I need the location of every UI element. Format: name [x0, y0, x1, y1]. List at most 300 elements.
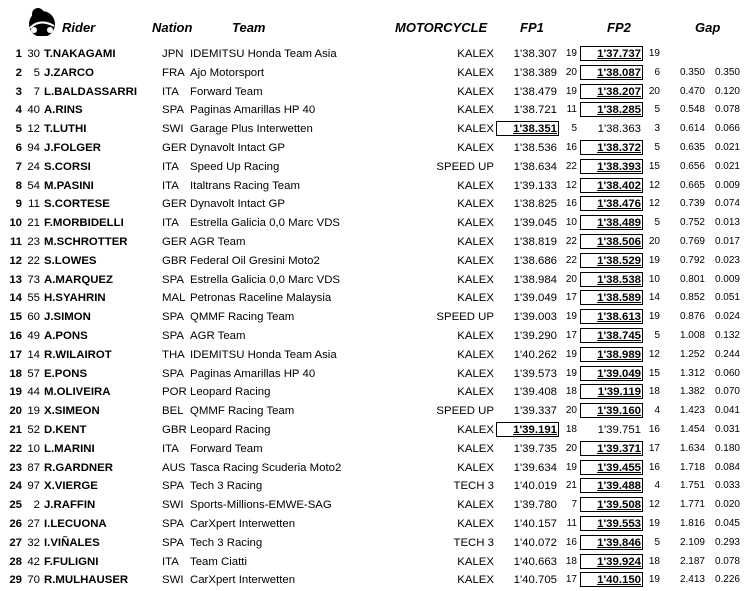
nation: SPA	[162, 536, 184, 549]
rider-number: 10	[27, 442, 40, 455]
fp2-time: 1'39.049	[597, 367, 641, 380]
fp1-time: 1'38.479	[513, 85, 557, 98]
gap-leader: 0.739	[679, 198, 705, 210]
rider-number: 21	[27, 217, 40, 230]
fp2-time: 1'38.393	[597, 160, 641, 173]
fp1-time: 1'38.389	[513, 66, 557, 79]
gap-leader: 0.614	[679, 123, 705, 135]
motorcycle: KALEX	[457, 574, 494, 587]
gap-leader: 0.635	[679, 141, 705, 153]
header-rider: Rider	[62, 20, 96, 35]
fp1-time: 1'40.157	[513, 517, 557, 530]
fp2-laps: 18	[648, 386, 660, 398]
gap-previous: 0.031	[714, 423, 740, 435]
motorcycle: KALEX	[457, 48, 494, 60]
motorcycle: KALEX	[457, 66, 494, 79]
gap-leader: 0.350	[679, 66, 705, 78]
fp1-laps: 18	[565, 386, 577, 398]
rider-number: 73	[27, 273, 40, 286]
motorcycle: KALEX	[457, 104, 494, 117]
gap-previous: 0.023	[714, 254, 740, 266]
team-name: Tech 3 Racing	[190, 480, 263, 493]
gap-leader: 1.423	[679, 405, 705, 417]
rider-name: X.SIMEON	[44, 405, 100, 418]
rider-name: D.KENT	[44, 423, 87, 436]
fp2-time: 1'39.488	[597, 480, 641, 493]
rider-name: T.NAKAGAMI	[44, 48, 116, 60]
nation: THA	[162, 348, 185, 361]
nation: GER	[162, 141, 187, 154]
fp2-time: 1'39.160	[597, 405, 641, 418]
motorcycle: KALEX	[457, 273, 494, 286]
nation: SPA	[162, 480, 184, 493]
motorcycle: KALEX	[457, 123, 494, 136]
gap-leader: 1.634	[679, 442, 705, 454]
rider-name: X.VIERGE	[44, 480, 98, 493]
team-name: Petronas Raceline Malaysia	[190, 292, 332, 305]
nation: FRA	[162, 66, 185, 79]
fp1-laps: 19	[565, 348, 577, 360]
gap-previous: 0.120	[714, 85, 740, 97]
gap-previous: 0.009	[714, 273, 740, 285]
nation: JPN	[162, 48, 184, 60]
team-name: AGR Team	[190, 329, 246, 342]
fp1-time: 1'40.705	[513, 574, 557, 587]
fp2-time: 1'38.538	[597, 273, 641, 286]
table-row	[0, 139, 745, 158]
gap-leader: 0.876	[679, 311, 705, 323]
gap-previous: 0.180	[714, 442, 740, 454]
rider-name: A.PONS	[44, 329, 88, 342]
nation: ITA	[162, 179, 179, 192]
team-name: Forward Team	[190, 85, 263, 98]
position: 6	[15, 141, 22, 154]
rider-name: H.SYAHRIN	[44, 292, 106, 305]
nation: AUS	[162, 461, 186, 474]
table-row	[0, 195, 745, 214]
fp2-time: 1'37.737	[597, 48, 641, 60]
results-table	[0, 45, 745, 590]
gap-previous: 0.066	[714, 123, 740, 135]
fp1-laps: 21	[565, 480, 577, 492]
header-motorcycle: MOTORCYCLE	[395, 20, 488, 35]
fp2-laps: 15	[648, 367, 660, 379]
rider-number: 49	[27, 329, 40, 342]
fp2-time: 1'38.506	[597, 235, 641, 248]
motorcycle: KALEX	[457, 423, 494, 436]
fp2-laps: 5	[654, 217, 660, 229]
position: 17	[9, 348, 22, 361]
rider-name: S.LOWES	[44, 254, 97, 267]
fp1-time: 1'39.003	[513, 311, 557, 324]
rider-number: 52	[27, 423, 40, 436]
gap-previous: 0.070	[714, 386, 740, 398]
gap-previous: 0.033	[714, 480, 740, 492]
rider-number: 19	[27, 405, 40, 418]
motorcycle: KALEX	[457, 179, 494, 192]
fp1-laps: 20	[565, 273, 577, 285]
motorcycle: KALEX	[457, 348, 494, 361]
fp2-time: 1'39.924	[597, 555, 641, 568]
rider-name: F.MORBIDELLI	[44, 217, 124, 230]
fp2-time: 1'38.087	[597, 66, 641, 79]
motorcycle: KALEX	[457, 254, 494, 267]
table-row	[0, 421, 745, 440]
rider-name: I.LECUONA	[44, 517, 107, 530]
position: 11	[9, 235, 22, 248]
fp1-laps: 16	[565, 536, 577, 548]
fp2-laps: 5	[654, 141, 660, 153]
rider-name: F.FULIGNI	[44, 555, 99, 568]
team-name: Forward Team	[190, 442, 263, 455]
position: 18	[9, 367, 22, 380]
fp1-time: 1'38.686	[513, 254, 557, 267]
motorcycle: KALEX	[457, 235, 494, 248]
nation: ITA	[162, 217, 179, 230]
gap-previous: 0.041	[714, 405, 740, 417]
position: 28	[9, 555, 22, 568]
team-name: Tasca Racing Scuderia Moto2	[190, 461, 342, 474]
fp2-laps: 5	[654, 329, 660, 341]
rider-number: 5	[33, 66, 40, 79]
table-row	[0, 158, 745, 177]
gap-leader: 1.252	[679, 348, 705, 360]
fp1-time: 1'38.721	[513, 104, 557, 117]
table-row	[0, 365, 745, 384]
table-row	[0, 252, 745, 271]
rider-name: L.MARINI	[44, 442, 95, 455]
fp2-laps: 16	[648, 423, 660, 435]
fp2-laps: 4	[654, 405, 660, 417]
gap-leader: 0.548	[679, 104, 705, 116]
fp2-laps: 17	[648, 442, 660, 454]
gap-previous: 0.021	[714, 141, 740, 153]
fp2-laps: 18	[648, 555, 660, 567]
rider-number: 2	[33, 499, 40, 512]
fp1-laps: 20	[565, 442, 577, 454]
fp2-laps: 15	[648, 160, 660, 172]
fp2-laps: 19	[648, 48, 660, 59]
motorcycle: KALEX	[457, 367, 494, 380]
gap-previous: 0.009	[714, 179, 740, 191]
gap-leader: 1.312	[679, 367, 705, 379]
motorcycle: TECH 3	[453, 480, 494, 493]
fp1-time: 1'39.191	[513, 423, 557, 436]
table-row	[0, 383, 745, 402]
fp1-laps: 17	[565, 574, 577, 586]
rider-name: M.SCHROTTER	[44, 235, 128, 248]
table-row	[0, 515, 745, 534]
rider-number: 22	[27, 254, 40, 267]
rider-number: 23	[27, 235, 40, 248]
motorcycle: KALEX	[457, 198, 494, 211]
nation: ITA	[162, 442, 179, 455]
table-row	[0, 64, 745, 83]
header-nation: Nation	[152, 20, 193, 35]
fp2-laps: 20	[648, 235, 660, 247]
gap-leader: 2.109	[679, 536, 705, 548]
gap-previous: 0.020	[714, 499, 740, 511]
team-name: Leopard Racing	[190, 423, 271, 436]
position: 24	[9, 480, 22, 493]
gap-leader: 0.752	[679, 217, 705, 229]
position: 16	[9, 329, 22, 342]
fp2-laps: 19	[648, 574, 660, 586]
team-name: Estrella Galicia 0,0 Marc VDS	[190, 273, 341, 286]
table-row	[0, 553, 745, 572]
fp1-time: 1'39.133	[513, 179, 557, 192]
fp2-time: 1'39.846	[597, 536, 641, 549]
team-name: Dynavolt Intact GP	[190, 141, 285, 154]
table-row	[0, 402, 745, 421]
rider-number: 70	[27, 574, 40, 587]
fp2-time: 1'38.589	[597, 292, 641, 305]
position: 7	[15, 160, 22, 173]
motorcycle: SPEED UP	[436, 160, 494, 173]
fp1-laps: 19	[565, 311, 577, 323]
table-row	[0, 271, 745, 290]
fp1-laps: 22	[565, 235, 577, 247]
gap-leader: 2.187	[679, 555, 705, 567]
team-name: QMMF Racing Team	[190, 405, 295, 418]
rider-number: 55	[27, 292, 40, 305]
motorcycle: KALEX	[457, 386, 494, 399]
rider-name: A.MARQUEZ	[44, 273, 113, 286]
fp1-time: 1'38.307	[513, 48, 557, 60]
position: 25	[9, 499, 22, 512]
rider-name: J.SIMON	[44, 311, 91, 324]
position: 9	[15, 198, 22, 211]
fp2-laps: 16	[648, 461, 660, 473]
fp2-laps: 19	[648, 254, 660, 266]
team-name: IDEMITSU Honda Team Asia	[190, 348, 337, 361]
fp1-laps: 20	[565, 66, 577, 78]
table-row	[0, 233, 745, 252]
gap-leader: 1.008	[679, 329, 705, 341]
rider-name: L.BALDASSARRI	[44, 85, 138, 98]
rider-name: J.ZARCO	[44, 66, 94, 79]
team-name: Garage Plus Interwetten	[190, 123, 313, 136]
team-name: CarXpert Interwetten	[190, 574, 296, 587]
fp2-time: 1'38.207	[597, 85, 641, 98]
position: 29	[9, 574, 22, 587]
fp1-time: 1'39.045	[513, 217, 557, 230]
table-row	[0, 496, 745, 515]
nation: POR	[162, 386, 187, 399]
gap-leader: 0.852	[679, 292, 705, 304]
position: 2	[15, 66, 22, 79]
position: 26	[9, 517, 22, 530]
gap-previous: 0.045	[714, 517, 740, 529]
rider-number: 30	[27, 48, 40, 60]
gap-previous: 0.051	[714, 292, 740, 304]
gap-leader: 1.382	[679, 386, 705, 398]
position: 12	[9, 254, 22, 267]
fp1-time: 1'39.337	[513, 405, 557, 418]
fp2-laps: 19	[648, 517, 660, 529]
rider-number: 60	[27, 311, 40, 324]
rider-number: 14	[27, 348, 40, 361]
motorcycle: KALEX	[457, 461, 494, 474]
fp1-time: 1'39.780	[513, 499, 557, 512]
position: 20	[9, 405, 22, 418]
gap-previous: 0.132	[714, 329, 740, 341]
fp1-laps: 22	[565, 254, 577, 266]
fp1-laps: 20	[565, 405, 577, 417]
fp1-time: 1'40.262	[513, 348, 557, 361]
nation: MAL	[162, 292, 186, 305]
fp1-laps: 19	[565, 48, 577, 59]
gap-previous: 0.021	[714, 160, 740, 172]
fp2-laps: 12	[648, 348, 660, 360]
rider-name: R.GARDNER	[44, 461, 113, 474]
fp2-laps: 4	[654, 480, 660, 492]
table-row	[0, 177, 745, 196]
gap-previous: 0.078	[714, 555, 740, 567]
position: 8	[15, 179, 22, 192]
rider-number: 44	[27, 386, 40, 399]
rider-name: R.MULHAUSER	[44, 574, 129, 587]
motorcycle: TECH 3	[453, 536, 494, 549]
fp2-time: 1'40.150	[597, 574, 641, 587]
table-row	[0, 214, 745, 233]
table-row	[0, 346, 745, 365]
rider-number: 54	[27, 179, 40, 192]
position: 19	[9, 386, 22, 399]
fp1-time: 1'38.819	[513, 235, 557, 248]
table-row	[0, 440, 745, 459]
rider-name: J.RAFFIN	[44, 499, 96, 512]
fp2-laps: 5	[654, 104, 660, 116]
position: 27	[9, 536, 22, 549]
fp1-time: 1'40.019	[513, 480, 557, 493]
fp1-laps: 18	[565, 423, 577, 435]
table-row	[0, 327, 745, 346]
fp2-time: 1'38.613	[597, 311, 641, 324]
fp2-time: 1'38.989	[597, 348, 641, 361]
fp1-laps: 5	[571, 123, 577, 135]
rider-number: 97	[27, 480, 40, 493]
team-name: Ajo Motorsport	[190, 66, 265, 79]
fp2-laps: 5	[654, 536, 660, 548]
team-name: Paginas Amarillas HP 40	[190, 104, 316, 117]
nation: SWI	[162, 123, 184, 136]
table-row	[0, 83, 745, 102]
gap-leader: 0.769	[679, 235, 705, 247]
fp1-laps: 16	[565, 141, 577, 153]
rider-name: A.RINS	[44, 104, 83, 117]
position: 10	[9, 217, 22, 230]
rider-number: 12	[27, 123, 40, 136]
motorcycle: KALEX	[457, 85, 494, 98]
gap-previous: 0.074	[714, 198, 740, 210]
fp2-time: 1'38.363	[597, 123, 641, 136]
rider-name: M.PASINI	[44, 179, 94, 192]
nation: SPA	[162, 273, 184, 286]
nation: BEL	[162, 405, 184, 418]
fp1-laps: 12	[565, 179, 577, 191]
fp1-time: 1'39.573	[513, 367, 557, 380]
rider-name: S.CORTESE	[44, 198, 110, 211]
motorcycle-rider-icon	[24, 6, 60, 36]
team-name: Tech 3 Racing	[190, 536, 263, 549]
fp1-laps: 19	[565, 85, 577, 97]
rider-number: 27	[27, 517, 40, 530]
nation: SPA	[162, 367, 184, 380]
gap-leader: 2.413	[679, 574, 705, 586]
fp2-laps: 12	[648, 499, 660, 511]
gap-previous: 0.084	[714, 461, 740, 473]
nation: GER	[162, 235, 187, 248]
fp2-laps: 12	[648, 198, 660, 210]
nation: SPA	[162, 329, 184, 342]
fp2-time: 1'39.508	[597, 499, 641, 512]
position: 1	[15, 48, 22, 60]
motorcycle: SPEED UP	[436, 311, 494, 324]
team-name: Paginas Amarillas HP 40	[190, 367, 316, 380]
fp2-time: 1'39.119	[597, 386, 641, 399]
header-team: Team	[232, 20, 266, 35]
nation: SPA	[162, 104, 184, 117]
header-fp1: FP1	[520, 20, 544, 35]
table-row	[0, 120, 745, 139]
rider-number: 57	[27, 367, 40, 380]
motorcycle: KALEX	[457, 442, 494, 455]
rider-number: 40	[27, 104, 40, 117]
nation: SPA	[162, 517, 184, 530]
fp1-laps: 19	[565, 367, 577, 379]
fp2-time: 1'38.402	[597, 179, 641, 192]
fp1-laps: 22	[565, 160, 577, 172]
motorcycle: KALEX	[457, 517, 494, 530]
table-row	[0, 477, 745, 496]
fp1-laps: 11	[566, 517, 577, 529]
table-row	[0, 459, 745, 478]
table-row	[0, 45, 745, 64]
fp1-laps: 17	[565, 329, 577, 341]
table-row	[0, 308, 745, 327]
rider-number: 11	[28, 198, 40, 211]
motorcycle: KALEX	[457, 292, 494, 305]
fp2-laps: 10	[648, 273, 660, 285]
gap-previous: 0.060	[714, 367, 740, 379]
rider-name: R.WILAIROT	[44, 348, 112, 361]
rider-number: 87	[27, 461, 40, 474]
position: 13	[9, 273, 22, 286]
team-name: Sports-Millions-EMWE-SAG	[190, 499, 332, 512]
table-row	[0, 571, 745, 590]
fp1-time: 1'39.408	[513, 386, 557, 399]
motorcycle: KALEX	[457, 555, 494, 568]
fp1-time: 1'38.351	[513, 123, 557, 136]
rider-number: 7	[33, 85, 40, 98]
position: 4	[15, 104, 22, 117]
rider-name: J.FOLGER	[44, 141, 101, 154]
team-name: Estrella Galicia 0,0 Marc VDS	[190, 217, 341, 230]
position: 15	[9, 311, 22, 324]
fp1-time: 1'40.663	[513, 555, 557, 568]
fp2-laps: 20	[648, 85, 660, 97]
gap-leader: 1.816	[679, 517, 705, 529]
fp1-time: 1'39.290	[513, 329, 557, 342]
rider-name: S.CORSI	[44, 160, 91, 173]
fp2-time: 1'38.489	[597, 217, 641, 230]
fp2-laps: 14	[648, 292, 660, 304]
rider-number: 94	[27, 141, 40, 154]
nation: GBR	[162, 254, 187, 267]
motorcycle: KALEX	[457, 499, 494, 512]
nation: ITA	[162, 555, 179, 568]
